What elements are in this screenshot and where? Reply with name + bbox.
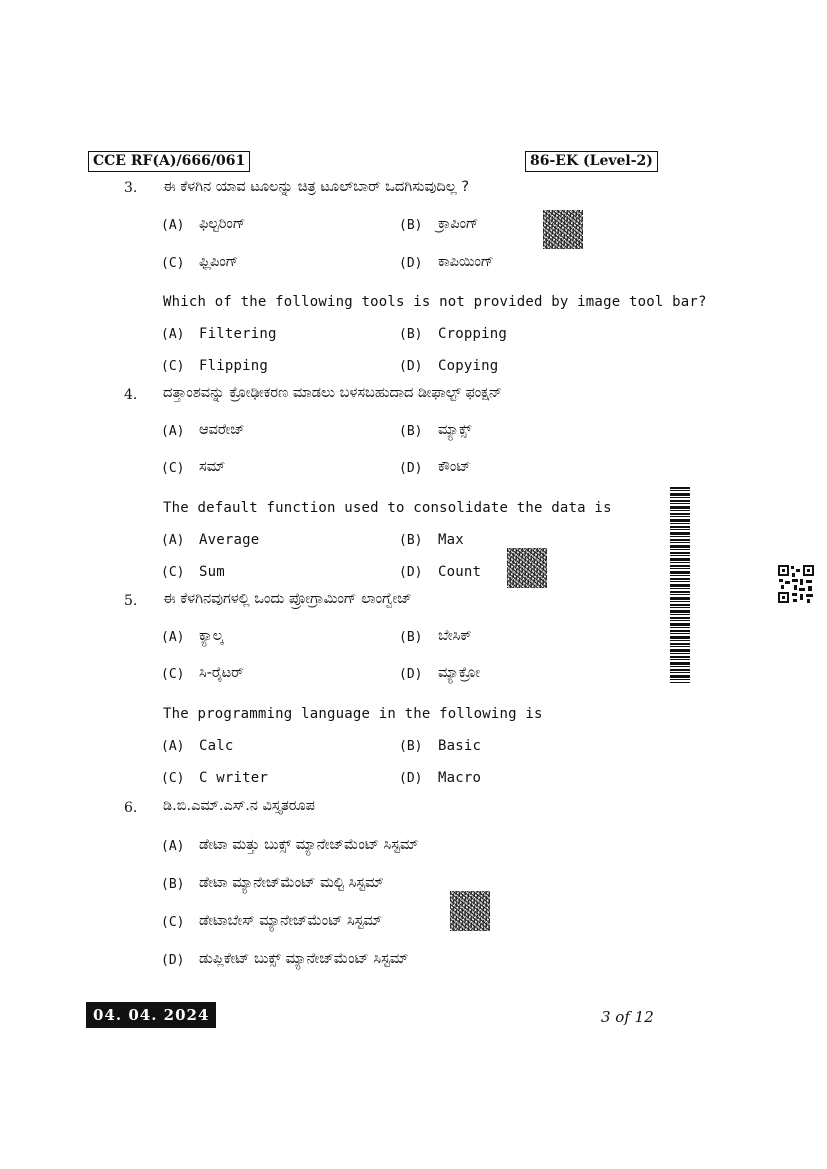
option-text-english: Filtering	[199, 326, 277, 342]
option-text-english: Macro	[438, 770, 482, 786]
option-label: (B)	[399, 218, 423, 233]
question-number: 3.	[124, 180, 138, 196]
option-label: (C)	[161, 461, 185, 476]
option-text-english: Sum	[199, 564, 225, 580]
question-number: 6.	[124, 800, 138, 816]
option-label: (B)	[399, 533, 423, 548]
option-label: (B)	[399, 630, 423, 645]
option-label: (D)	[399, 565, 423, 580]
option-label: (C)	[161, 256, 185, 271]
option-label: (C)	[161, 359, 185, 374]
option-label: (A)	[161, 327, 185, 342]
question-text-kannada: ಡಿ.ಬಿ.ಎಮ್.ಎಸ್.ನ ವಿಸ್ತೃತರೂಪ	[163, 798, 315, 814]
option-text-kannada: ಡೇಟಾ ಮತ್ತು ಬುಕ್ಸ್ ಮ್ಯಾನೇಜ್‌ಮೆಂಟ್ ಸಿಸ್ಟಮ್	[199, 837, 419, 853]
option-text-kannada: ಡೇಟಾಬೇಸ್ ಮ್ಯಾನೇಜ್‌ಮೆಂಟ್ ಸಿಸ್ಟಮ್	[199, 913, 382, 929]
option-label: (D)	[161, 953, 185, 968]
option-label: (D)	[399, 256, 423, 271]
option-label: (A)	[161, 630, 185, 645]
paper-code-left: CCE RF(A)/666/061	[88, 151, 250, 172]
question-number: 5.	[124, 593, 138, 609]
option-text-english: Basic	[438, 738, 482, 754]
paper-code-right: 86-EK (Level-2)	[525, 151, 658, 172]
option-label: (A)	[161, 839, 185, 854]
option-label: (C)	[161, 771, 185, 786]
option-text-english: Average	[199, 532, 260, 548]
option-text-kannada: ಕೌಂಟ್	[438, 459, 471, 475]
security-pattern	[543, 210, 583, 249]
option-text-kannada: ಸಿ-ರೈಟರ್	[199, 665, 244, 681]
page-number: 3 of 12	[601, 1008, 654, 1026]
option-text-kannada: ಕಾಪಿಯಿಂಗ್	[438, 254, 494, 270]
option-text-kannada: ಫಿಲ್ಟರಿಂಗ್	[199, 216, 246, 232]
question-text-kannada: ಈ ಕೆಳಗಿನ ಯಾವ ಟೂಲನ್ನು ಚಿತ್ರ ಟೂಲ್‌ಬಾರ್ ಒದಗಿಸುವುದಿಲ್ಲ ?	[163, 179, 470, 195]
option-text-kannada: ಫ್ಲಿಪಿಂಗ್	[199, 254, 239, 270]
option-label: (B)	[399, 739, 423, 754]
option-text-english: Max	[438, 532, 464, 548]
security-pattern	[507, 548, 547, 588]
option-text-kannada: ಡೇಟಾ ಮ್ಯಾನೇಜ್‌ಮೆಂಟ್ ಮಲ್ಟಿ ಸಿಸ್ಟಮ್	[199, 875, 384, 891]
option-text-kannada: ಕ್ರಾಪಿಂಗ್	[438, 216, 479, 232]
option-label: (B)	[399, 327, 423, 342]
option-label: (D)	[399, 667, 423, 682]
option-text-english: Copying	[438, 358, 499, 374]
option-text-kannada: ಸಮ್	[199, 459, 226, 475]
option-text-english: C writer	[199, 770, 269, 786]
option-text-kannada: ಬೇಸಿಕ್	[438, 628, 472, 644]
option-label: (C)	[161, 667, 185, 682]
option-text-kannada: ಮ್ಯಾಕ್ರೋ	[438, 665, 481, 681]
option-text-english: Count	[438, 564, 482, 580]
exam-date: 04. 04. 2024	[86, 1002, 216, 1028]
option-label: (B)	[399, 424, 423, 439]
security-pattern	[450, 891, 490, 931]
question-text-kannada: ಈ ಕೆಳಗಿನವುಗಳಲ್ಲಿ ಒಂದು ಪ್ರೋಗ್ರಾಮಿಂಗ್ ಲಾಂಗ್ವೇಜ್	[163, 591, 412, 607]
option-text-english: Cropping	[438, 326, 508, 342]
question-text-english: The default function used to consolidate the data is	[163, 500, 612, 516]
option-label: (D)	[399, 461, 423, 476]
option-label: (D)	[399, 771, 423, 786]
question-number: 4.	[124, 387, 138, 403]
question-text-english: The programming language in the following is	[163, 706, 543, 722]
qr-code	[777, 564, 815, 604]
option-text-english: Calc	[199, 738, 234, 754]
option-label: (B)	[161, 877, 185, 892]
option-label: (C)	[161, 565, 185, 580]
question-text-kannada: ದತ್ತಾಂಶವನ್ನು ಕ್ರೋಢೀಕರಣ ಮಾಡಲು ಬಳಸಬಹುದಾದ ಡೀಫಾಲ್ಟ್ ಫಂಕ್ಷನ್	[163, 385, 502, 401]
option-text-kannada: ಮ್ಯಾಕ್ಸ್	[438, 422, 472, 438]
option-label: (D)	[399, 359, 423, 374]
barcode	[670, 487, 690, 683]
option-label: (C)	[161, 915, 185, 930]
option-label: (A)	[161, 218, 185, 233]
option-label: (A)	[161, 533, 185, 548]
option-text-kannada: ಕ್ಯಾಲ್ಕ	[199, 628, 224, 644]
option-text-english: Flipping	[199, 358, 269, 374]
option-text-kannada: ಡುಪ್ಲಿಕೇಟ್ ಬುಕ್ಸ್ ಮ್ಯಾನೇಜ್‌ಮೆಂಟ್ ಸಿಸ್ಟಮ್	[199, 951, 409, 967]
option-text-kannada: ಆವರೇಜ್	[199, 422, 245, 438]
question-text-english: Which of the following tools is not provided by image tool bar?	[163, 294, 707, 310]
option-label: (A)	[161, 424, 185, 439]
option-label: (A)	[161, 739, 185, 754]
